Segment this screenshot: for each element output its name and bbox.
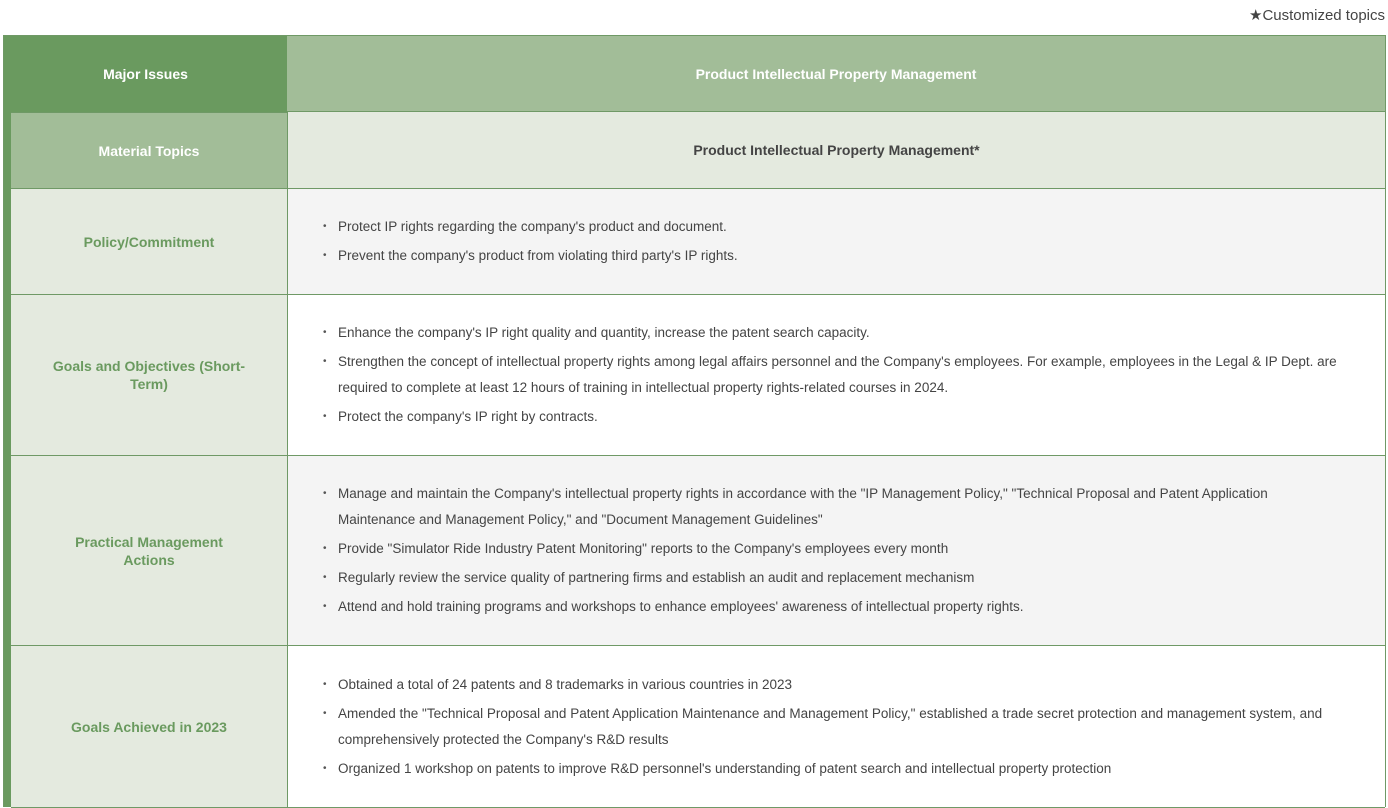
list-item: • Obtained a total of 24 patents and 8 trademarks in various countries in 2023: [320, 672, 1345, 698]
list-item: • Organized 1 workshop on patents to improve R&D personnel's understanding of patent search and intellectual property protection: [320, 756, 1345, 782]
material-topics-row: [4, 112, 1385, 189]
material-topic-table: [3, 35, 1386, 807]
list-item: • Regularly review the service quality of partnering firms and establish an audit and replacement mechanism: [320, 565, 1345, 591]
goals-objectives-row: [11, 295, 1385, 456]
bullet-list: [320, 478, 1345, 623]
goals-achieved-row: [11, 646, 1385, 808]
row-label: Policy/Commitment: [11, 189, 287, 295]
list-item: • Protect IP rights regarding the company's product and document.: [320, 214, 738, 240]
list-item: • Strengthen the concept of intellectual property rights among legal affairs personnel and the Company's employees. For example, employees in the Legal & IP Dept. are required to complete at least 12 hours of training in intellectual property rights-related courses in 2024.: [320, 349, 1345, 401]
list-item: • Amended the "Technical Proposal and Patent Application Maintenance and Management Policy," established a trade secret protection and management system, and comprehensively protected the Company's R&D results: [320, 701, 1345, 753]
major-issues-value: Product Intellectual Property Management: [287, 36, 1385, 112]
header-row: [4, 36, 1385, 112]
list-item: • Prevent the company's product from violating third party's IP rights.: [320, 243, 738, 269]
row-content: [287, 189, 1385, 295]
bullet-list: [320, 669, 1345, 785]
policy-commitment-row: [11, 189, 1385, 295]
material-topics-label: Material Topics: [11, 112, 287, 189]
list-item: • Provide "Simulator Ride Industry Patent Monitoring" reports to the Company's employees every month: [320, 536, 1345, 562]
bullet-list: [320, 317, 1345, 433]
row-content: [287, 295, 1385, 456]
customized-topics-note: ★Customized topics: [1249, 7, 1385, 24]
row-label: Goals Achieved in 2023: [11, 646, 287, 808]
row-content: [287, 456, 1385, 646]
list-item: • Attend and hold training programs and workshops to enhance employees' awareness of intellectual property rights.: [320, 594, 1345, 620]
row-content: [287, 646, 1385, 808]
row-label: Practical Management Actions: [11, 456, 287, 646]
list-item: • Manage and maintain the Company's intellectual property rights in accordance with the "IP Management Policy," "Technical Proposal and Patent Application Maintenance and Management Policy," and "Document Management Guidelines": [320, 481, 1345, 533]
list-item: • Protect the company's IP right by contracts.: [320, 404, 1345, 430]
row-label: Goals and Objectives (Short-Term): [11, 295, 287, 456]
material-topics-value: Product Intellectual Property Management*: [287, 112, 1385, 189]
major-issues-header: Major Issues: [4, 36, 287, 112]
bullet-list: [320, 211, 738, 272]
practical-actions-row: [11, 456, 1385, 646]
list-item: • Enhance the company's IP right quality and quantity, increase the patent search capacity.: [320, 320, 1345, 346]
